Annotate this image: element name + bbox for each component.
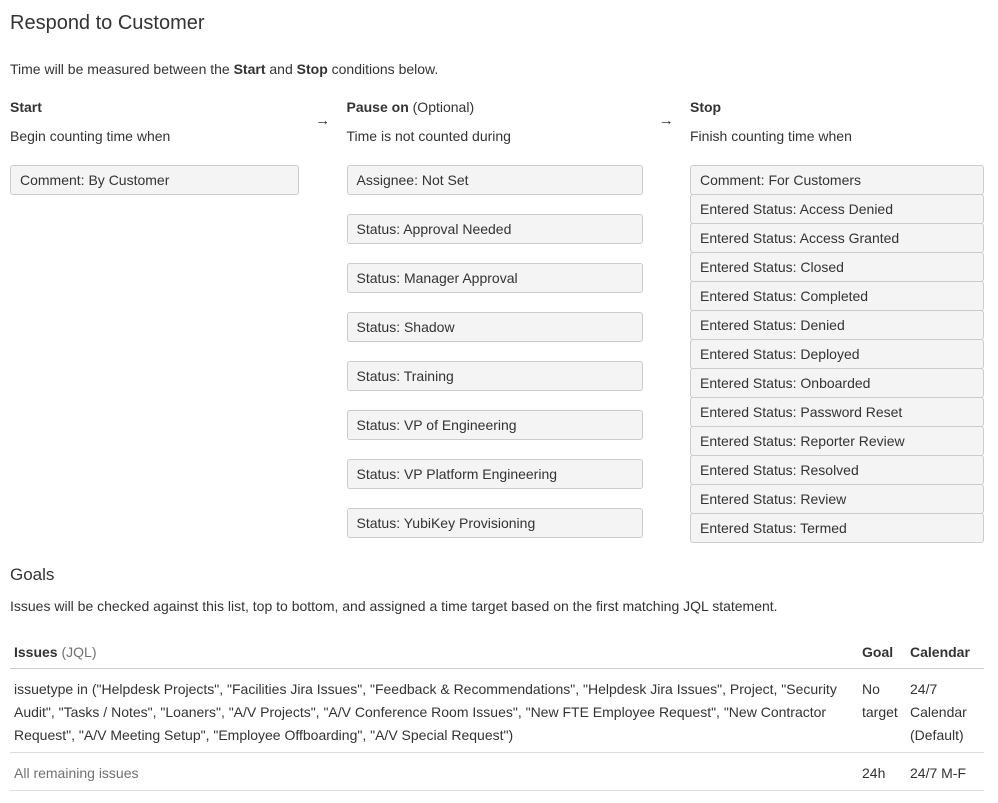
jql-header-suffix: (JQL)	[61, 644, 97, 660]
stop-column-header: Stop	[690, 99, 722, 115]
goals-heading: Goals	[10, 565, 55, 584]
intro-segment: and	[265, 61, 297, 77]
start-column-description: Begin counting time when	[10, 128, 171, 144]
goals-description: Issues will be checked against this list, top to bottom, and assigned a time target based on the first matching JQL statement.	[10, 598, 778, 614]
condition-box: Comment: For Customers	[690, 165, 984, 195]
condition-box: Entered Status: Access Denied	[690, 194, 984, 224]
stop-conditions-list	[690, 165, 984, 543]
goal-row-jql: All remaining issues	[10, 753, 858, 791]
arrow-right-icon: →	[315, 112, 331, 129]
goal-row	[10, 669, 984, 753]
condition-box: Status: Training	[347, 361, 643, 391]
condition-box: Entered Status: Denied	[690, 310, 984, 340]
start-column	[10, 99, 299, 195]
calendar-column-header: Calendar	[906, 638, 984, 669]
pause-label: Pause on	[346, 99, 409, 115]
conditions-section	[10, 99, 984, 543]
condition-box: Entered Status: Password Reset	[690, 397, 984, 427]
condition-box: Comment: By Customer	[10, 165, 299, 195]
goal-row-jql: issuetype in ("Helpdesk Projects", "Facilities Jira Issues", "Feedback & Recommendations", "Helpdesk Jira Issues", Project, "Security Audit", "Tasks / Notes", "Loaners", "A/V Projects", "A/V Conference Room Issues", "New FTE Employee Request", "New Contractor Request", "A/V Meeting Setup", "Employee Offboarding", "A/V Special Request")	[10, 669, 858, 753]
pause-conditions-list	[347, 165, 643, 538]
condition-box: Status: Approval Needed	[347, 214, 643, 244]
arrow-right-icon: →	[658, 112, 674, 129]
condition-box: Status: YubiKey Provisioning	[347, 508, 643, 538]
page-title: Respond to Customer	[10, 12, 205, 34]
pause-label-optional: (Optional)	[408, 99, 475, 115]
start-conditions-list	[10, 165, 299, 195]
goal-row-target: No target	[858, 669, 906, 753]
goals-table	[10, 638, 984, 791]
goal-column-header: Goal	[858, 638, 906, 669]
condition-box: Assignee: Not Set	[347, 165, 643, 195]
pause-column-header	[347, 99, 643, 115]
condition-box: Status: VP Platform Engineering	[347, 459, 643, 489]
stop-column-description: Finish counting time when	[690, 128, 852, 144]
condition-box: Entered Status: Review	[690, 484, 984, 514]
condition-box: Entered Status: Resolved	[690, 455, 984, 485]
goal-row-calendar: 24/7 M-F	[906, 753, 984, 791]
condition-box: Entered Status: Completed	[690, 281, 984, 311]
goal-row-target: 24h	[858, 753, 906, 791]
intro-text	[10, 60, 984, 78]
start-column-header: Start	[10, 99, 42, 115]
condition-box: Entered Status: Termed	[690, 513, 984, 543]
condition-box: Status: Manager Approval	[347, 263, 643, 293]
condition-box: Entered Status: Closed	[690, 252, 984, 282]
issues-column-header	[10, 638, 858, 669]
intro-segment: conditions below.	[327, 61, 439, 77]
goal-row	[10, 753, 984, 791]
condition-box: Entered Status: Reporter Review	[690, 426, 984, 456]
intro-stop-bold: Stop	[296, 61, 328, 77]
pause-column	[347, 99, 643, 538]
stop-column	[690, 99, 984, 543]
pause-column-description: Time is not counted during	[346, 128, 511, 144]
intro-start-bold: Start	[233, 61, 266, 77]
goals-table-header-row	[10, 638, 984, 669]
condition-box: Status: Shadow	[347, 312, 643, 342]
condition-box: Entered Status: Access Granted	[690, 223, 984, 253]
condition-box: Status: VP of Engineering	[347, 410, 643, 440]
goal-row-calendar: 24/7 Calendar (Default)	[906, 669, 984, 753]
condition-box: Entered Status: Deployed	[690, 339, 984, 369]
intro-segment: Time will be measured between the	[10, 61, 234, 77]
issues-header-label: Issues	[14, 644, 58, 660]
condition-box: Entered Status: Onboarded	[690, 368, 984, 398]
